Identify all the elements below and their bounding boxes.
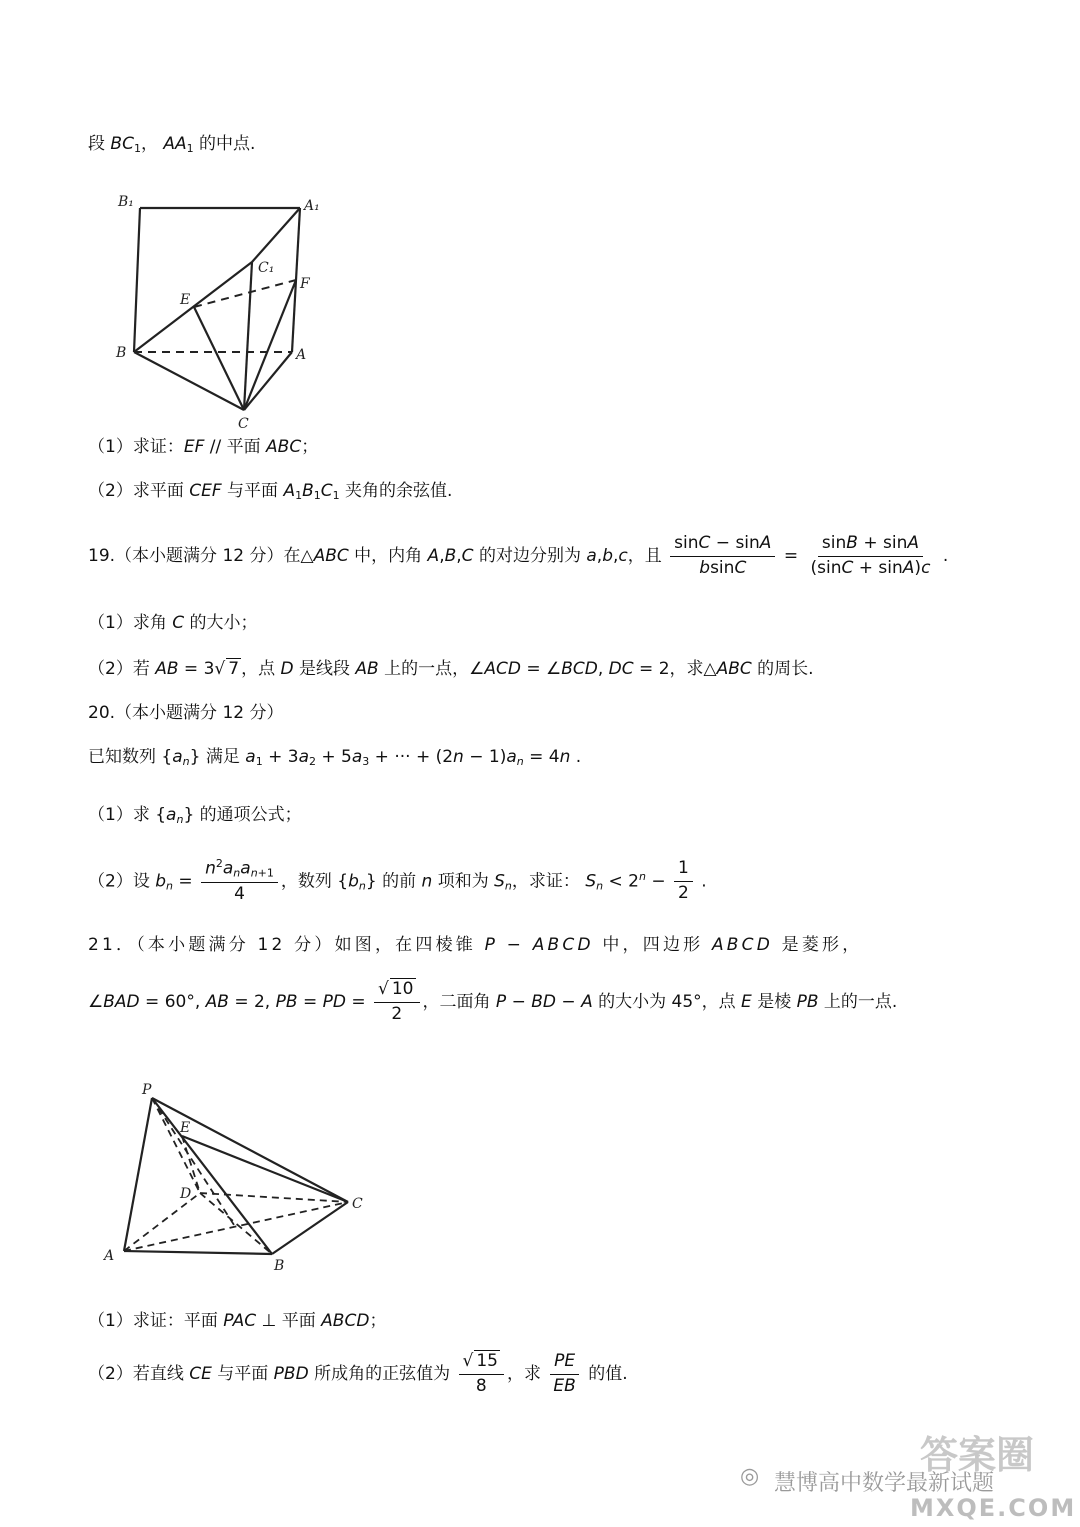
q19-part1: （1）求角 C 的大小； bbox=[88, 613, 258, 633]
label-B: B bbox=[116, 345, 127, 361]
label-E21: E bbox=[180, 1120, 191, 1136]
q20-part1: （1）求 $\{a_n\}$ 的通项公式； bbox=[88, 805, 302, 826]
q21-head: 21．（本小题满分 12 分）如图，在四棱锥 P − ABCD 中，四边形 ABCD 是菱形， bbox=[88, 935, 863, 955]
pyramid-figure bbox=[96, 1078, 386, 1278]
label-P: P bbox=[142, 1082, 152, 1098]
q20-part2: （2）设 $b_n$ = $\frac{n^2a_na_{n+1}}{4}$ ，数列 $\{b_n\}$ 的前 n 项和为 $S_n$，求证： $S_n < 2^n$ − $\frac{1}{2}$ . bbox=[88, 857, 707, 905]
label-F: F bbox=[300, 276, 310, 292]
q18-part2: （2）求平面 CEF 与平面 $A_1B_1C_1$ 夹角的余弦值. bbox=[88, 481, 453, 502]
label-A1: A₁ bbox=[304, 198, 320, 214]
label-A21: A bbox=[104, 1248, 115, 1264]
label-A: A bbox=[296, 347, 307, 363]
label-E: E bbox=[180, 292, 191, 308]
q19-head: 19.（本小题满分 12 分）在△ABC 中，内角 A,B,C 的对边分别为 a,b,c，且 $\frac{\sin C - \sin A}{bsinC}$ = $\frac{\sin B + \sin A}{(\sin C + \sin A)c}$ . bbox=[88, 533, 949, 578]
q21-part1: （1）求证：平面 PAC ⊥ 平面 ABCD； bbox=[88, 1311, 387, 1331]
watermark-account: 慧博高中数学最新试题 bbox=[774, 1471, 995, 1496]
q20-head: 20.（本小题满分 12 分） bbox=[88, 703, 284, 723]
q20-stem: 已知数列 $\{a_n\}$ 满足 $a_1 + 3a_2 + 5a_3$ + ··· + $(2n - 1)a_n = 4n$ . bbox=[88, 747, 582, 768]
q19-part2: （2）若 AB = 3√ 7 ，点 D 是线段 AB 上的一点，∠ACD = ∠BCD, DC = 2，求△ABC 的周长. bbox=[88, 659, 814, 679]
q18-intro: 段 $BC_1$， $AA_1$ 的中点. bbox=[88, 134, 256, 155]
wechat-icon: ◎ bbox=[740, 1464, 760, 1489]
q21-part2: （2）若直线 CE 与平面 PBD 所成角的正弦值为 $\frac{√ 15}{8}$ ，求 $\frac{PE}{EB}$ 的值. bbox=[88, 1351, 628, 1396]
q21-line2: ∠BAD = 60°, AB = 2, PB = PD = $\frac{√ 10}{2}$ ，二面角 P − BD − A 的大小为 45°，点 E 是棱 PB 上的一点. bbox=[88, 979, 898, 1024]
q18-part1: （1）求证：EF // 平面 ABC； bbox=[88, 437, 319, 457]
label-B21: B bbox=[274, 1258, 285, 1274]
label-D: D bbox=[180, 1186, 192, 1202]
prism-figure bbox=[108, 188, 348, 438]
watermark-site-top: 答案圈 bbox=[920, 1433, 1035, 1477]
label-C21: C bbox=[352, 1196, 363, 1212]
label-C: C bbox=[238, 416, 249, 432]
label-B1: B₁ bbox=[118, 194, 134, 210]
watermark-site: MXQE.COM bbox=[910, 1494, 1077, 1522]
label-C1: C₁ bbox=[258, 260, 275, 276]
